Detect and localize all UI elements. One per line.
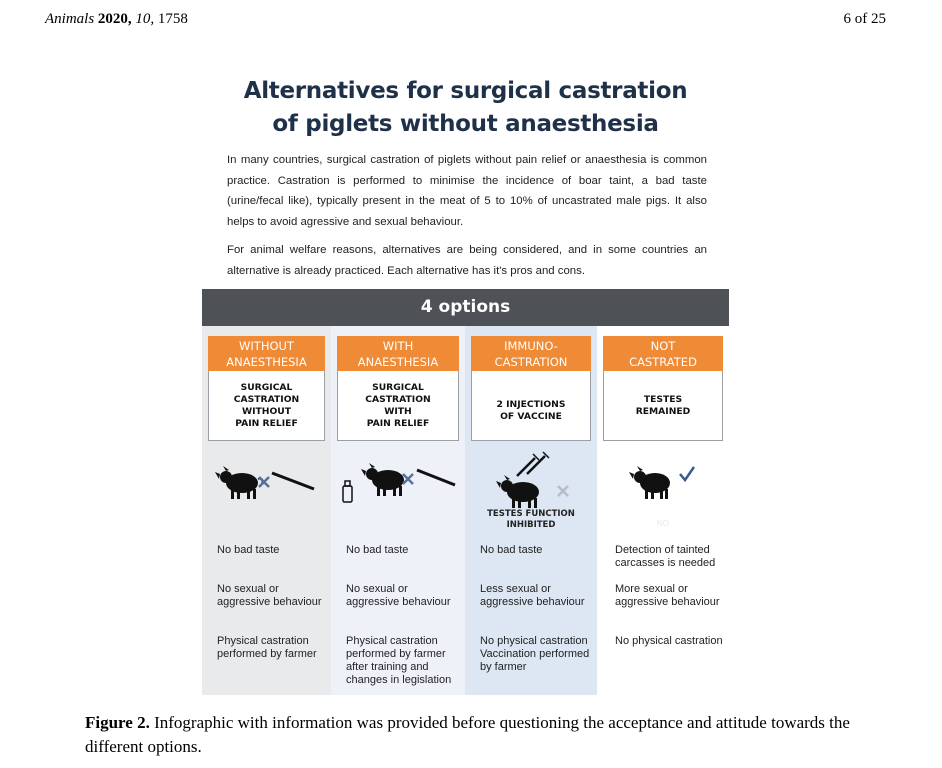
article-number: 1758 bbox=[157, 11, 188, 27]
taste-outcome: No bad taste bbox=[480, 544, 543, 556]
option-not-castrated bbox=[597, 326, 729, 695]
option-header bbox=[337, 336, 459, 371]
method-line: WITHOUT bbox=[241, 405, 292, 417]
method-line: PAIN RELIEF bbox=[235, 417, 298, 429]
method-line: REMAINED bbox=[635, 405, 691, 417]
journal-year: 2020, bbox=[97, 11, 132, 27]
behaviour-outcome: Less sexual or aggressive behaviour bbox=[480, 583, 585, 608]
option-header-line-1: IMMUNO- bbox=[504, 339, 558, 353]
option-header bbox=[208, 336, 325, 371]
intro-paragraph-1: In many countries, surgical castration of piglets without pain relief or anaesthesia is common practice. Castration is performed to minimise the incidence of boar taint, a bad taste (urine/fecal like), typically present in the meat of 5 to 10% of uncastrated male pigs. It also helps to avoid agressive and sexual behaviour. bbox=[227, 154, 707, 228]
page-number: 6 of 25 bbox=[843, 11, 886, 27]
option-header-line-2: ANAESTHESIA bbox=[226, 355, 307, 369]
option-header-line-1: NOT bbox=[650, 339, 676, 353]
option-header-line-1: WITHOUT bbox=[239, 339, 294, 353]
piglet-anaesthesia-icon bbox=[331, 446, 465, 526]
practice-outcome: Physical castration performed by farmer bbox=[217, 635, 317, 660]
option-header bbox=[471, 336, 591, 371]
image-label-line-1: TESTES FUNCTION bbox=[487, 509, 575, 519]
option-method-box bbox=[471, 371, 591, 441]
option-header-line-1: WITH bbox=[382, 339, 414, 353]
method-line: WITH bbox=[384, 405, 412, 417]
piglet-check-icon bbox=[597, 446, 729, 526]
behaviour-outcome: No sexual or aggressive behaviour bbox=[217, 583, 322, 608]
title-line-1: Alternatives for surgical castration bbox=[243, 78, 688, 104]
method-line: OF VACCINE bbox=[500, 411, 562, 422]
title-line-2: of piglets without anaesthesia bbox=[272, 111, 659, 137]
option-header-line-2: CASTRATED bbox=[629, 355, 697, 369]
option-method-box bbox=[603, 371, 723, 441]
journal-citation bbox=[45, 11, 188, 28]
option-without-anaesthesia bbox=[202, 326, 331, 695]
piglet-anaesthesia-illustration bbox=[331, 446, 465, 526]
method-line: SURGICAL bbox=[240, 381, 293, 393]
option-header-line-2: ANAESTHESIA bbox=[357, 355, 439, 369]
method-line: TESTES bbox=[643, 393, 683, 405]
taste-outcome: No bad taste bbox=[346, 544, 409, 556]
piglet-knife-icon bbox=[202, 446, 331, 526]
piglet-intact-illustration bbox=[597, 446, 729, 526]
practice-outcome: Physical castration performed by farmer after training and changes in legislation bbox=[346, 635, 452, 686]
option-method-box bbox=[337, 371, 459, 441]
method-line: CASTRATION bbox=[233, 393, 300, 405]
method-line: PAIN RELIEF bbox=[366, 417, 430, 429]
practice-outcome: No physical castration Vaccination performed by farmer bbox=[480, 635, 590, 673]
behaviour-outcome: More sexual or aggressive behaviour bbox=[615, 583, 720, 608]
intro-paragraph-2: For animal welfare reasons, alternatives are being considered, and in some countries an alternative is already practiced. Each alternative has it's pros and cons. bbox=[227, 244, 707, 277]
options-heading: 4 options bbox=[202, 289, 729, 326]
option-header-line-2: CASTRATION bbox=[494, 355, 568, 369]
options-columns bbox=[202, 326, 729, 695]
option-method-box bbox=[208, 371, 325, 441]
faint-image-text: NO bbox=[657, 519, 669, 528]
image-label-line-2: INHIBITED bbox=[506, 520, 556, 530]
infographic-title bbox=[202, 75, 729, 141]
testes-function-label bbox=[465, 509, 597, 531]
method-line: SURGICAL bbox=[372, 381, 424, 393]
taste-outcome: No bad taste bbox=[217, 544, 280, 556]
figure-caption bbox=[85, 711, 885, 759]
figure-label: Figure 2. bbox=[85, 713, 150, 732]
journal-name: Animals bbox=[45, 11, 95, 27]
option-immunocastration bbox=[465, 326, 597, 695]
piglet-knife-illustration bbox=[202, 446, 331, 526]
infographic-figure bbox=[202, 75, 729, 695]
option-with-anaesthesia bbox=[331, 326, 465, 695]
taste-outcome: Detection of tainted carcasses is needed bbox=[615, 544, 716, 569]
method-line: 2 INJECTIONS bbox=[496, 399, 566, 410]
method-line: CASTRATION bbox=[365, 393, 431, 405]
option-header bbox=[603, 336, 723, 371]
caption-text: Infographic with information was provided before questioning the acceptance and attitude towards the different options. bbox=[85, 713, 850, 756]
journal-volume: 10, bbox=[135, 11, 155, 27]
behaviour-outcome: No sexual or aggressive behaviour bbox=[346, 583, 451, 608]
practice-outcome: No physical castration bbox=[615, 635, 723, 647]
